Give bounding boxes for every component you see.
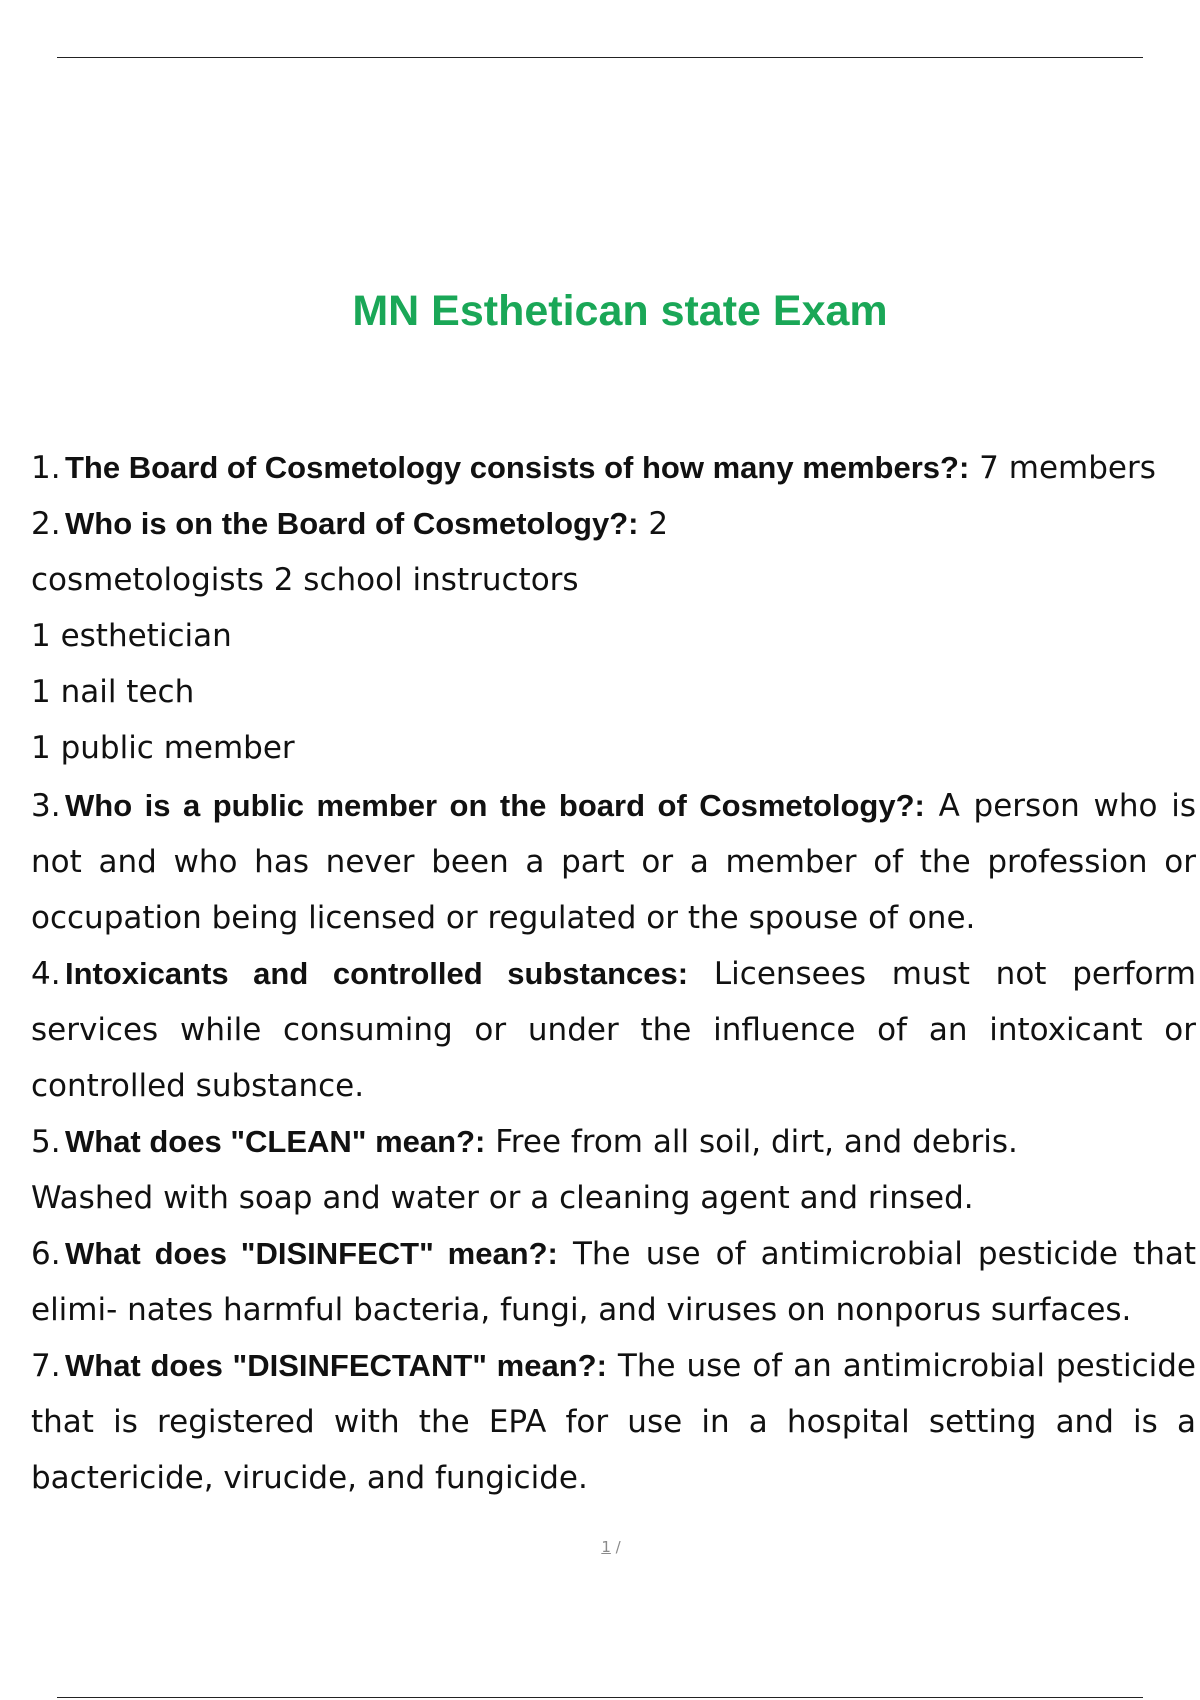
question-text: What does "CLEAN" mean?: <box>65 1124 486 1159</box>
answer-line: 1 public member <box>31 730 295 766</box>
answer-text: A person who is not and who has never been a part or a member of the profession or occupation being licensed or regulated or the spouse of one. <box>31 788 1196 936</box>
qa-item-1 <box>31 440 1196 496</box>
qa-item-3 <box>31 778 1196 946</box>
answer-text: Licensees must not perform services while consuming or under the influence of an intoxicant or controlled substance. <box>31 956 1196 1104</box>
answer-line: cosmetologists 2 school instructors <box>31 562 579 598</box>
bottom-rule <box>57 1697 1143 1698</box>
qa-item-6 <box>31 1226 1196 1338</box>
answer-line: 1 esthetician <box>31 618 232 654</box>
page-title: MN Esthetican state Exam <box>352 287 888 335</box>
answer-line: 1 nail tech <box>31 674 195 710</box>
question-text: Intoxicants and controlled substances: <box>65 956 689 991</box>
question-text: Who is on the Board of Cosmetology?: <box>65 506 639 541</box>
item-number: 6. <box>31 1236 61 1272</box>
item-number: 1. <box>31 450 61 486</box>
item-number: 4. <box>31 956 61 992</box>
qa-item-4 <box>31 946 1196 1114</box>
answer-text: Free from all soil, dirt, and debris. <box>485 1124 1018 1160</box>
question-text: What does "DISINFECT" mean?: <box>65 1236 558 1271</box>
qa-item-7 <box>31 1338 1196 1506</box>
qa-item-5 <box>31 1114 1196 1170</box>
answer-text: 2 <box>638 506 669 542</box>
item-number: 2. <box>31 506 61 542</box>
page-number-suffix: / <box>610 1538 621 1556</box>
page-number-value: 1 <box>601 1538 611 1556</box>
answer-text: 7 members <box>969 450 1156 486</box>
page-number <box>0 1538 1200 1556</box>
question-text: The Board of Cosmetology consists of how many members?: <box>65 450 970 485</box>
item-number: 7. <box>31 1348 61 1384</box>
answer-text: The use of an antimicrobial pesticide that is registered with the EPA for use in a hospital setting and is a bactericide, virucide, and fungicide. <box>31 1348 1196 1496</box>
answer-text: The use of antimicrobial pesticide that elimi- nates harmful bacteria, fungi, and viruses on nonporus surfaces. <box>31 1236 1197 1328</box>
item-number: 3. <box>31 788 61 824</box>
item-number: 5. <box>31 1124 61 1160</box>
qa-item-2 <box>31 496 1196 552</box>
top-rule <box>57 57 1143 58</box>
question-text: Who is a public member on the board of Cosmetology?: <box>65 788 925 823</box>
answer-line: Washed with soap and water or a cleaning agent and rinsed. <box>31 1180 974 1216</box>
qa-list <box>31 440 1196 1506</box>
question-text: What does "DISINFECTANT" mean?: <box>65 1348 607 1383</box>
